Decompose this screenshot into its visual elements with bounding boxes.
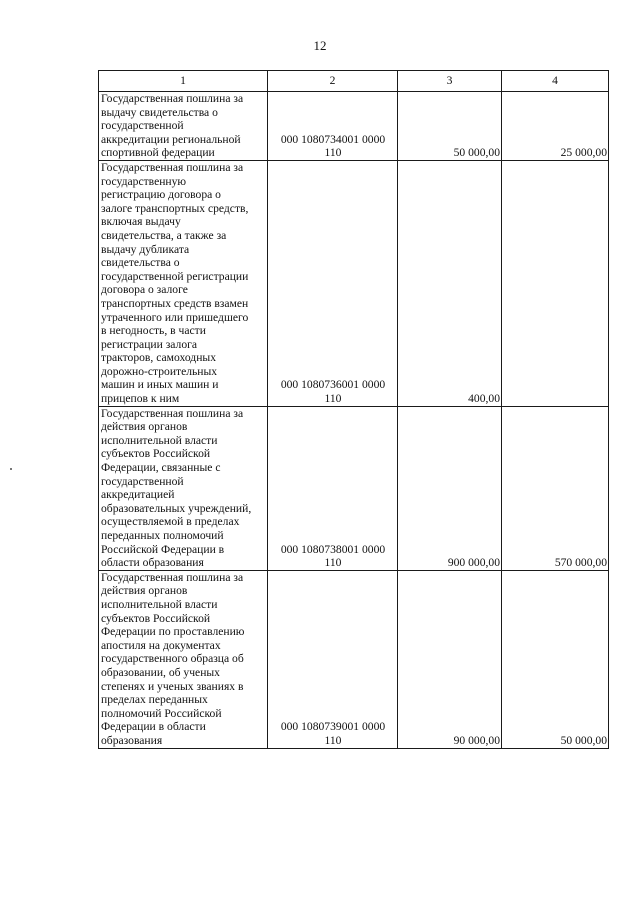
amount-col-4: 25 000,00 bbox=[502, 92, 609, 161]
amount-col-3: 90 000,00 bbox=[398, 570, 502, 748]
budget-code: 000 1080736001 0000 110 bbox=[268, 160, 398, 406]
fee-table bbox=[98, 70, 609, 749]
table-row bbox=[99, 406, 609, 570]
amount-col-4: 50 000,00 bbox=[502, 570, 609, 748]
amount-col-3: 50 000,00 bbox=[398, 92, 502, 161]
fee-name: Государственная пошлина за выдачу свидетельства о государственной аккредитации региональной спортивной федерации bbox=[99, 92, 268, 161]
table-row bbox=[99, 92, 609, 161]
table-row bbox=[99, 570, 609, 748]
fee-name: Государственная пошлина за действия органов исполнительной власти субъектов Российской Федерации, связанные с государственной аккредитацией образовательных учреждений, осуществляемой в пределах переданных полномочий Российской Федерации в области образования bbox=[99, 406, 268, 570]
header-col-3: 3 bbox=[398, 71, 502, 92]
fee-name: Государственная пошлина за действия органов исполнительной власти субъектов Российской Федерации по проставлению апостиля на документах государственного образца об образовании, об ученых степенях и ученых званиях в пределах переданных полномочий Российской Федерации в области образования bbox=[99, 570, 268, 748]
amount-col-4: 570 000,00 bbox=[502, 406, 609, 570]
budget-code: 000 1080734001 0000 110 bbox=[268, 92, 398, 161]
header-row bbox=[99, 71, 609, 92]
header-col-4: 4 bbox=[502, 71, 609, 92]
header-col-2: 2 bbox=[268, 71, 398, 92]
fee-name: Государственная пошлина за государственную регистрацию договора о залоге транспортных средств, включая выдачу свидетельства, а также за выдачу дубликата свидетельства о государственной регистрации договора о залоге транспортных средств взамен утраченного или пришедшего в негодность, в части регистрации залога тракторов, самоходных дорожно-строительных машин и иных машин и прицепов к ним bbox=[99, 160, 268, 406]
amount-col-3: 900 000,00 bbox=[398, 406, 502, 570]
amount-col-4 bbox=[502, 160, 609, 406]
budget-code: 000 1080739001 0000 110 bbox=[268, 570, 398, 748]
amount-col-3: 400,00 bbox=[398, 160, 502, 406]
scan-speck bbox=[10, 468, 12, 470]
header-col-1: 1 bbox=[99, 71, 268, 92]
budget-code: 000 1080738001 0000 110 bbox=[268, 406, 398, 570]
page-number: 12 bbox=[313, 38, 327, 53]
table-row bbox=[99, 160, 609, 406]
